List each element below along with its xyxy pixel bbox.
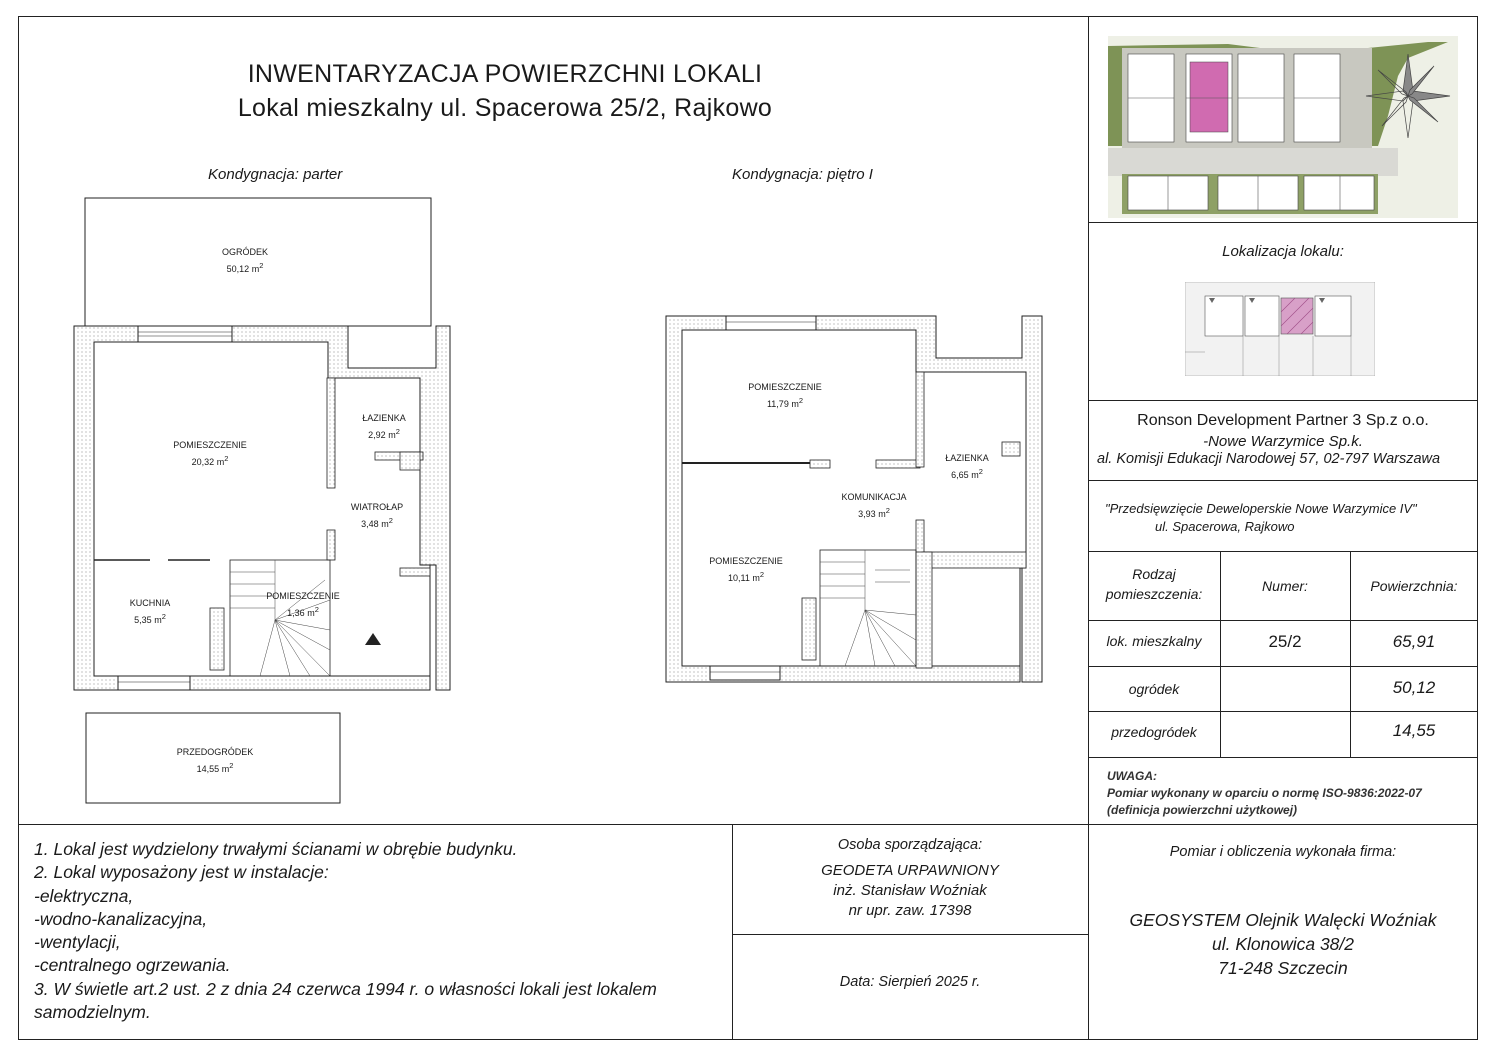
divider (1088, 551, 1478, 552)
table-row-type: lok. mieszkalny (1106, 633, 1202, 649)
location-label: Lokalizacja lokalu: (1222, 243, 1344, 260)
ground-floor-plan (60, 190, 460, 810)
divider (1088, 400, 1478, 401)
divider (18, 824, 1478, 825)
divider (1088, 222, 1478, 223)
divider (1088, 666, 1478, 667)
room-pomieszczenie-parter: POMIESZCZENIE 20,32 $m^2$ (173, 440, 247, 467)
room-przedogrodek: PRZEDOGRÓDEK 14,55 $m^2$ (176, 747, 254, 774)
firm-street: ul. Klonowica 38/2 (1211, 934, 1355, 954)
author-license: nr upr. zaw. 17398 (848, 902, 972, 919)
firm-label: Pomiar i obliczenia wykonała firma: (1169, 844, 1397, 860)
site-map (1108, 36, 1458, 218)
location-plan (1185, 282, 1375, 376)
table-header-number: Numer: (1262, 578, 1308, 594)
project-address: ul. Spacerowa, Rajkowo (1155, 519, 1295, 534)
firm-city: 71-248 Szczecin (1218, 958, 1348, 978)
floor-label-pietro: Kondygnacja: piętro I (732, 166, 873, 183)
author-title: GEODETA URPAWNIONY (821, 862, 999, 879)
date-text: Data: Sierpień 2025 r. (839, 974, 981, 990)
room-kuchnia: KUCHNIA 5,35 $m^2$ (129, 598, 171, 625)
project-name: "Przedsięwzięcie Deweloperskie Nowe Warzymice IV" (1105, 501, 1417, 516)
divider (732, 934, 1088, 935)
remark-label: UWAGA: (1107, 769, 1157, 783)
room-wiatrolap: WIATROŁAP 3,48 $m^2$ (350, 502, 404, 529)
room-pomieszczenie-pietro-2: POMIESZCZENIE 10,11 $m^2$ (709, 556, 783, 583)
page-title: INWENTARYZACJA POWIERZCHNI LOKALI (247, 60, 763, 88)
floor-label-parter: Kondygnacja: parter (208, 166, 343, 183)
remark-line-2: (definicja powierzchni użytkowej) (1107, 803, 1298, 817)
table-row-type: przedogródek (1111, 724, 1197, 740)
developer-name-2: -Nowe Warzymice Sp.k. (1203, 433, 1363, 450)
table-row-area: 14,55 (1392, 721, 1436, 740)
page-subtitle: Lokal mieszkalny ul. Spacerowa 25/2, Rajkowo (237, 94, 773, 122)
table-row-number: 25/2 (1268, 632, 1302, 651)
developer-address: al. Komisji Edukacji Narodowej 57, 02-797 Warszawa (1097, 451, 1441, 467)
room-pomieszczenie-pietro-1: POMIESZCZENIE 11,79 $m^2$ (748, 382, 822, 409)
room-pomieszczenie-schowek: POMIESZCZENIE 1,36 $m^2$ (266, 591, 340, 618)
divider (1088, 480, 1478, 481)
notes-list: 1. Lokal jest wydzielony trwałymi ścianami w obrębie budynku. 2. Lokal wyposażony jest w instalacje: -elektryczna, -wodno-kanalizacyjna, -wentylacji, -centralnego ogrzewania. 3. W świetle art.2 ust. 2 z dnia 24 czerwca 1994 r. o własności lokali jest lokalem samodzielnym. (34, 839, 657, 1023)
room-komunikacja: KOMUNIKACJA 3,93 $m^2$ (841, 492, 907, 519)
divider (1088, 757, 1478, 758)
table-header-area: Powierzchnia: (1370, 578, 1458, 594)
room-lazienka-parter: ŁAZIENKA 2,92 $m^2$ (362, 413, 406, 440)
table-row-area: 65,91 (1392, 632, 1436, 651)
table-row-area: 50,12 (1392, 678, 1436, 697)
remark-line-1: Pomiar wykonany w oparciu o normę ISO-9836:2022-07 (1107, 786, 1422, 800)
right-column-divider (1088, 16, 1089, 1040)
table-row-type: ogródek (1128, 681, 1180, 697)
room-ogrodek: OGRÓDEK 50,12 $m^2$ (221, 247, 268, 274)
divider (1088, 620, 1478, 621)
table-header-type: Rodzaj pomieszczenia: (1105, 566, 1203, 602)
author-label: Osoba sporządzająca: (837, 837, 983, 853)
room-lazienka-pietro: ŁAZIENKA 6,65 $m^2$ (945, 453, 989, 480)
author-name: inż. Stanisław Woźniak (833, 882, 987, 899)
firm-name: GEOSYSTEM Olejnik Walęcki Woźniak (1129, 910, 1437, 930)
divider (1088, 711, 1478, 712)
developer-name: Ronson Development Partner 3 Sp.z o.o. (1137, 412, 1429, 429)
